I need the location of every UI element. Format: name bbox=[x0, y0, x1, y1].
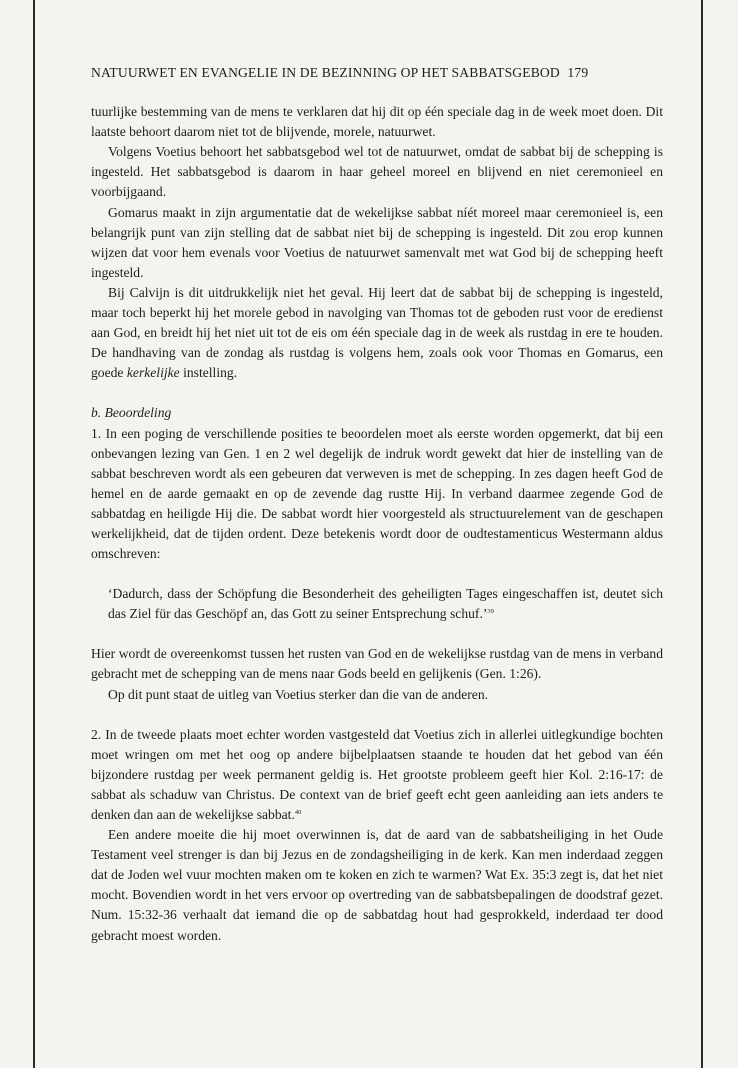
paragraph-4-emphasis: kerkelijke bbox=[126, 365, 180, 381]
paragraph-4 bbox=[91, 283, 663, 383]
paragraph-2: Volgens Voetius behoort het sabbatsgebod wel tot de natuurwet, omdat de sabbat bij de schepping is ingesteld. Het sabbatsgebod is daarom in haar geheel moreel en blijvend en niet ceremonieel en voorbijgaand. bbox=[91, 144, 663, 200]
paragraph-8 bbox=[91, 725, 663, 825]
footnote-ref-40: 40 bbox=[294, 809, 302, 816]
paragraph-9: Een andere moeite die hij moet overwinnen is, dat de aard van de sabbatsheiliging in het Oude Testament veel strenger is dan bij Jezus en de zondagsheiliging in de kerk. Kan men inderdaad zeggen dat de Joden wel vuur mochten maken om te koken en zich te warmen? Wat Ex. 35:3 zegt is, dat het niet mocht. Bovendien wordt in het vers ervoor op overtreding van de sabbatsbepalingen de doodstraf gezet. Num. 15:32-36 verhaalt dat iemand die op de sabbatdag hout had gesprokkeld, inderdaad ter dood gebracht moest worden. bbox=[91, 827, 663, 943]
spacer bbox=[91, 564, 663, 584]
section-heading: b. Beoordeling bbox=[91, 405, 172, 421]
running-head-title: NATUURWET EN EVANGELIE IN DE BEZINNING OP HET SABBATSGEBOD bbox=[91, 65, 560, 80]
paragraph-7: Op dit punt staat de uitleg van Voetius sterker dan die van de anderen. bbox=[108, 686, 489, 702]
paragraph-5: 1. In een poging de verschillende posities te beoordelen moet als eerste worden opgemerkt, dat bij een onbevangen lezing van Gen. 1 en 2 wel degelijk de indruk wordt gewekt dat hier de instelling van de sabbat beschreven wordt als een gebeuren dat verweven is met de schepping. In zes dagen heeft God de hemel en de aarde gemaakt en op de zevende dag rustte Hij. In verband daarmee zegende God de sabbatdag en heiligde Hij die. De sabbat wordt hier voorgesteld als structuurelement van de geschapen werkelijkheid, dat de tijden ordent. Deze betekenis wordt door de oudtestamenticus Westermann aldus omschreven: bbox=[91, 425, 663, 562]
block-quote bbox=[108, 584, 663, 624]
paragraph-3: Gomarus maakt in zijn argumentatie dat de wekelijkse sabbat níét moreel maar ceremonieel is, een belangrijk punt van zijn stelling dat de sabbat niet bij de schepping is ingesteld. Dit zou erop kunnen wijzen dat voor hem evenals voor Voetius de natuurwet samenvalt met wat God bij de schepping heeft ingesteld. bbox=[91, 204, 663, 280]
spacer bbox=[91, 705, 663, 725]
paragraph-4-end: instelling. bbox=[183, 365, 238, 381]
paragraph-8-text: 2. In de tweede plaats moet echter worden vastgesteld dat Voetius zich in allerlei uitlegkundige bochten moet wringen om met het oog op andere bijbelplaatsen staande te houden dat het gebod van één bijzondere rustdag per week permanent geldig is. Het grootste probleem geeft hier Kol. 2:16-17: de sabbat als schaduw van Christus. De context van de brief geeft echt geen aanleiding aan iets anders te denken dan aan de wekelijkse sabbat. bbox=[91, 726, 663, 822]
running-head bbox=[91, 63, 663, 83]
paragraph-4-text: Bij Calvijn is dit uitdrukkelijk niet het geval. Hij leert dat de sabbat bij de schepping is ingesteld, maar toch beperkt hij het morele gebod in navolging van Thomas tot de geboden rust voor de eredienst aan God, en breidt hij het niet uit tot de eis om één speciale dag in de week als rustdag in ere te houden. De handhaving van de zondag als rustdag is volgens hem, zoals ook voor Thomas en Gomarus, een goede bbox=[91, 284, 663, 381]
spacer bbox=[91, 383, 663, 403]
page-number: 179 bbox=[567, 65, 589, 80]
page-edge-right bbox=[701, 0, 703, 1068]
paragraph-1: tuurlijke bestemming van de mens te verklaren dat hij dit op één speciale dag in de week moet doen. Dit laatste behoort daarom niet tot de blijvende, morele, natuurwet. bbox=[91, 104, 663, 140]
page-body bbox=[91, 63, 663, 946]
spacer bbox=[91, 624, 663, 644]
paragraph-6: Hier wordt de overeenkomst tussen het rusten van God en de wekelijkse rustdag van de mens in verband gebracht met de schepping van de mens naar Gods beeld en gelijkenis (Gen. 1:26). bbox=[91, 646, 663, 682]
page-edge-left bbox=[33, 0, 35, 1068]
quote-text: ‘Dadurch, dass der Schöpfung die Besonderheit des geheiligten Tages eingeschaffen ist, deutet sich das Ziel für das Geschöpf an, das Gott zu seiner Entsprechung schuf.’ bbox=[108, 586, 663, 622]
footnote-ref-39: 39 bbox=[487, 608, 494, 616]
